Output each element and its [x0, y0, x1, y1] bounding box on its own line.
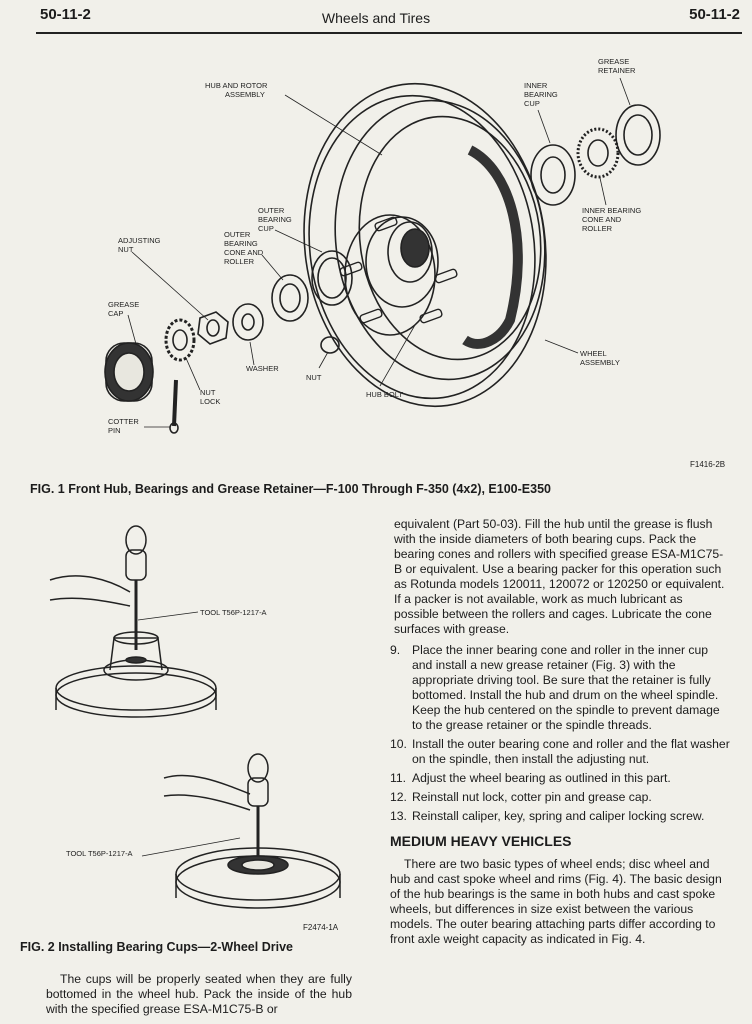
label-nut: NUT: [306, 373, 322, 382]
page-number-left: 50-11-2: [40, 6, 91, 23]
label-wheel-assembly: WHEEL ASSEMBLY: [580, 349, 620, 367]
figure-1-code: F1416-2B: [690, 460, 726, 469]
step-text: Place the inner bearing cone and roller in the inner cup and install a new grease retainer (Fig. 3) with the appropriate driving tool. Be sure that the retainer is fully bottomed. Install the hub and drum on the wheel spindle. Keep the hub centered on the spindle to prevent damage to the grease retainer or the spindle threads.: [412, 643, 720, 732]
step-11: [390, 771, 730, 786]
left-paragraph: The cups will be properly seated when they are fully bottomed in the wheel hub. Pack the inside of the hub with the specified grease ESA-M1C75-B or: [46, 972, 352, 1016]
step-number: 11.: [390, 771, 407, 785]
step-text: Reinstall nut lock, cotter pin and grease cap.: [412, 790, 652, 804]
figure-2-code: F2474-1A: [303, 923, 339, 932]
label-adjusting-nut: ADJUSTING NUT: [118, 236, 161, 254]
step-text: Install the outer bearing cone and roller and the flat washer on the spindle, then install the adjusting nut.: [412, 737, 730, 766]
step-number: 12.: [390, 790, 407, 804]
figure-1-exploded-hub-diagram: [40, 40, 740, 470]
figure-1-caption: FIG. 1 Front Hub, Bearings and Grease Retainer—F-100 Through F-350 (4x2), E100-E350: [30, 482, 551, 496]
section-heading: MEDIUM HEAVY VEHICLES: [390, 833, 572, 849]
step-text: Reinstall caliper, key, spring and caliper locking screw.: [412, 809, 705, 823]
step-number: 9.: [390, 643, 401, 657]
label-inner-bearing-cup: INNER BEARING CUP: [524, 81, 558, 108]
step-13: [390, 809, 730, 824]
step-text: Adjust the wheel bearing as outlined in this part.: [412, 771, 671, 785]
continuation-paragraph: equivalent (Part 50-03). Fill the hub until the grease is flush with the inside diameters of both bearing cups. Pack the bearing cones and rollers with specified grease ESA-M1C75-B or equivalent. Use a bearing packer for this operation such as Rotunda models 120011, 120072 or 120250 or equivalent. If a packer is not available, work as much lubricant as possible between the rollers and cages. Lubricate the cone surfaces with grease.: [394, 517, 725, 636]
label-washer: WASHER: [246, 364, 279, 373]
page-title: Wheels and Tires: [321, 10, 431, 26]
label-tool-bottom: TOOL T56P-1217-A: [66, 849, 133, 858]
right-column: [390, 517, 730, 953]
step-number: 13.: [390, 809, 407, 823]
label-grease-retainer: GREASE RETAINER: [598, 57, 636, 75]
figure-2-caption: FIG. 2 Installing Bearing Cups—2-Wheel Drive: [20, 940, 293, 954]
label-cotter-pin: COTTER PIN: [108, 417, 139, 435]
label-inner-bearing-cone: INNER BEARING CONE AND ROLLER: [582, 206, 642, 233]
figure-2-bearing-cup-diagram: [40, 520, 370, 940]
step-10: [390, 737, 730, 767]
step-number: 10.: [390, 737, 407, 751]
label-grease-cap: GREASE CAP: [108, 300, 140, 318]
left-column-text: [46, 972, 352, 1017]
step-12: [390, 790, 730, 805]
label-hub-bolt: HUB BOLT: [366, 390, 403, 399]
page-number-right: 50-11-2: [689, 6, 740, 23]
header-rule: [36, 32, 742, 34]
label-tool-top: TOOL T56P-1217-A: [200, 608, 267, 617]
section-paragraph: There are two basic types of wheel ends; disc wheel and hub and cast spoke wheel and rims (Fig. 4). The basic design of the hub bearings is the same in both hubs and cast spoke wheels, but differences in size exist between the various models. The outer bearing attaching parts differ according to front axle weight capacity as indicated in Fig. 4.: [390, 857, 722, 946]
label-nut-lock: NUT LOCK: [200, 388, 221, 406]
label-outer-bearing-cup: OUTER BEARING CUP: [258, 206, 292, 233]
step-9: [390, 643, 730, 733]
label-hub-rotor-assembly: HUB AND ROTOR ASSEMBLY: [205, 81, 268, 99]
label-outer-bearing-cone: OUTER BEARING CONE AND ROLLER: [224, 230, 264, 266]
